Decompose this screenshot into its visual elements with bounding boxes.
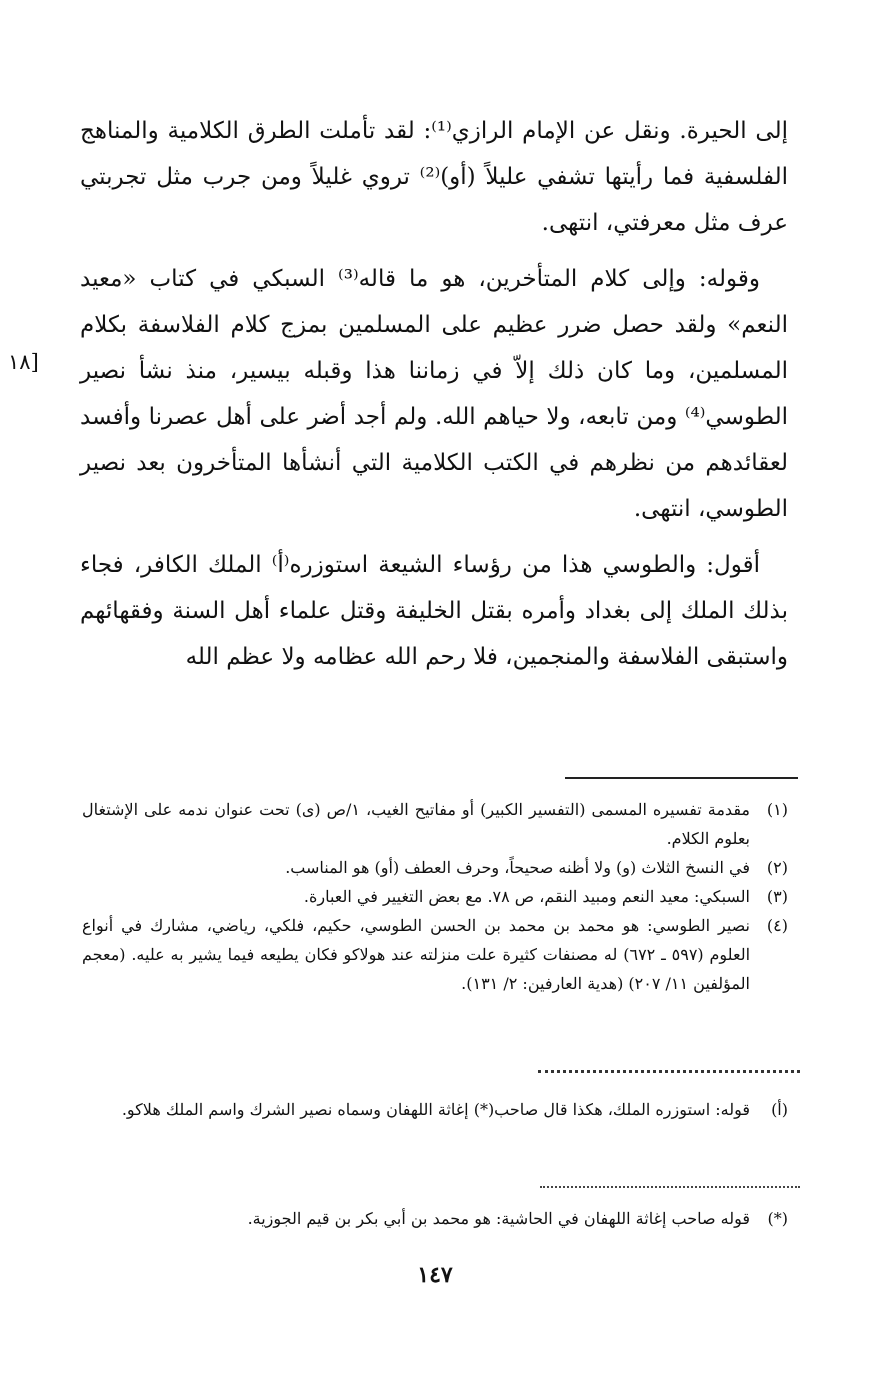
star-note-marker: (*) bbox=[767, 1209, 788, 1228]
paragraph-1: إلى الحيرة. ونقل عن الإمام الرازي⁽¹⁾: لقد تأملت الطرق الكلامية والمناهج الفلسفية فما رأيتها تشفي عليلاً (أو)⁽²⁾ تروي غليلاً ومن جرب مثل تجربتي عرف مثل معرفتي، انتهى. bbox=[80, 118, 788, 236]
editor-notes bbox=[82, 1094, 788, 1126]
footnote-3 bbox=[82, 882, 788, 911]
editor-note-separator bbox=[538, 1070, 800, 1076]
footnote-number: (٤) bbox=[766, 916, 788, 935]
star-note-separator bbox=[540, 1186, 800, 1190]
footnote-text: نصير الطوسي: هو محمد بن محمد بن الحسن الطوسي، حكيم، فلكي، رياضي، مشارك في أنواع العلوم (٥٩٧ ـ ٦٧٢) له مصنفات كثيرة علت منزلته عند هولاكو فكان يطيعه فيما يشير به عليه. (معجم المؤلفين ١١/ ٢٠٧) (هدية العارفين: ٢/ ١٣١). bbox=[82, 916, 751, 993]
footnotes bbox=[82, 795, 788, 998]
star-note-text: قوله صاحب إغاثة اللهفان في الحاشية: هو محمد بن أبي بكر بن قيم الجوزية. bbox=[247, 1209, 750, 1228]
footnote-2 bbox=[82, 853, 788, 882]
footnote-number: (٣) bbox=[766, 887, 788, 906]
footnote-text: مقدمة تفسيره المسمى (التفسير الكبير) أو مفاتيح الغيب، ١/ص (ى) تحت عنوان ندمه على الإشتغال بعلوم الكلام. bbox=[82, 800, 750, 848]
footnote-1 bbox=[82, 795, 788, 853]
main-text bbox=[80, 108, 788, 690]
margin-page-reference: ١٨] bbox=[8, 350, 39, 374]
paragraph-3: أقول: والطوسي هذا من رؤساء الشيعة استوزره⁽أ⁾ الملك الكافر، فجاء بذلك الملك إلى بغداد وأمره بقتل الخليفة وقتل علماء أهل السنة وفقهائهم واستبقى الفلاسفة والمنجمين، فلا رحم الله عظامه ولا عظم الله bbox=[80, 552, 788, 670]
star-notes bbox=[82, 1203, 788, 1235]
editor-note-marker: (أ) bbox=[771, 1100, 788, 1119]
paragraph-2: وقوله: وإلى كلام المتأخرين، هو ما قاله⁽³⁾ السبكي في كتاب «معيد النعم» ولقد حصل ضرر عظيم على المسلمين بمزج كلام الفلاسفة بكلام المسلمين، وما كان ذلك إلاّ في زماننا هذا وقبله بيسير، منذ نشأ نصير الطوسي⁽⁴⁾ ومن تابعه، ولا حياهم الله. ولم أجد أضر على أهل عصرنا وأفسد لعقائدهم من نظرهم في الكتب الكلامية التي أنشأها المتأخرون بعد نصير الطوسي، انتهى. bbox=[80, 266, 788, 522]
footnote-separator bbox=[565, 777, 798, 779]
footnote-4 bbox=[82, 911, 788, 998]
footnote-number: (٢) bbox=[766, 858, 788, 877]
footnote-text: السبكي: معيد النعم ومبيد النقم، ص ٧٨. مع بعض التغيير في العبارة. bbox=[303, 887, 750, 906]
editor-note bbox=[82, 1094, 788, 1126]
star-note bbox=[82, 1203, 788, 1235]
footnote-text: في النسخ الثلاث (و) ولا أظنه صحيحاً، وحرف العطف (أو) هو المناسب. bbox=[285, 858, 750, 877]
editor-note-text: قوله: استوزره الملك، هكذا قال صاحب(*) إغاثة اللهفان وسماه نصير الشرك واسم الملك هلاكو. bbox=[121, 1100, 750, 1119]
page-number: ١٤٧ bbox=[417, 1262, 453, 1288]
footnote-number: (١) bbox=[766, 800, 788, 819]
